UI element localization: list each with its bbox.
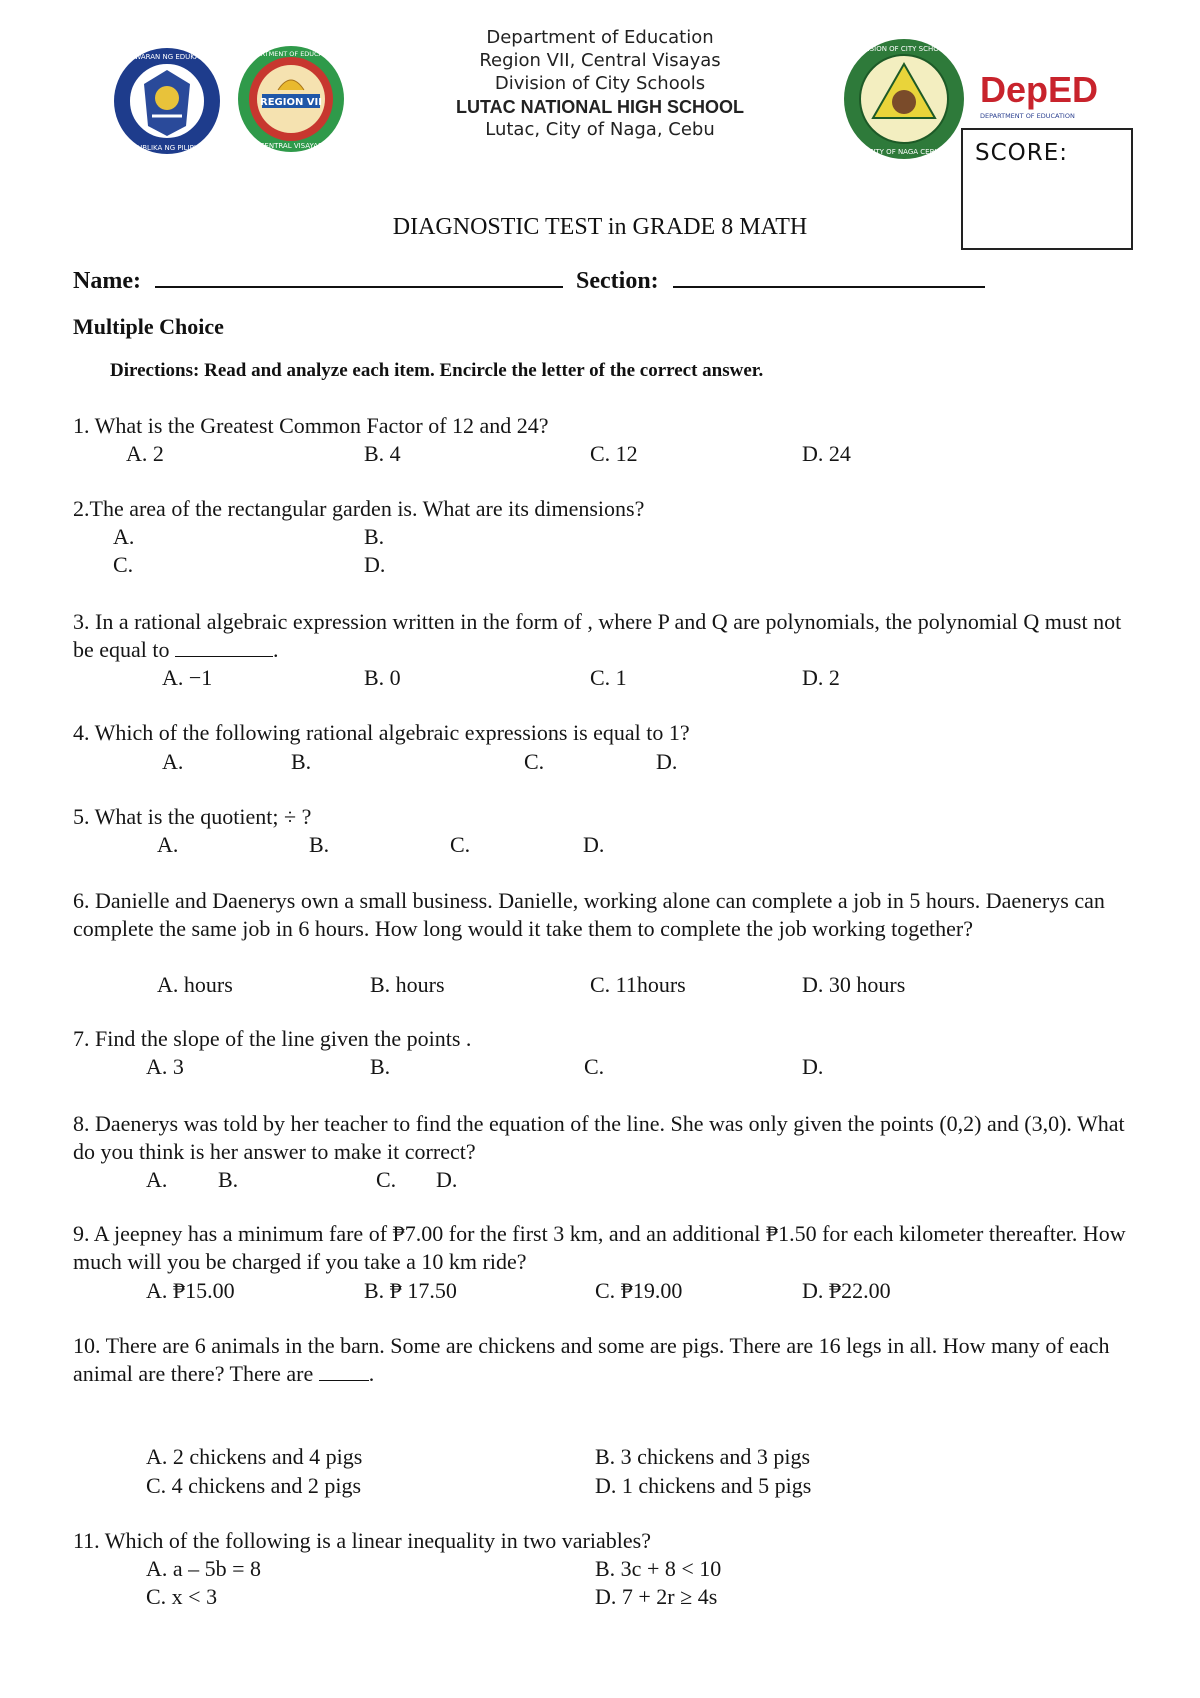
region-seal-top-text: DEPARTMENT OF EDUCATION (243, 50, 339, 58)
q2-option-b[interactable]: B. (364, 524, 385, 549)
q2-option-c[interactable]: C. (113, 552, 134, 577)
q6-option-a[interactable]: A. hours (157, 972, 233, 997)
q11-option-a[interactable]: A. a – 5b = 8 (146, 1556, 262, 1581)
q11-option-d[interactable]: D. 7 + 2r ≥ 4s (595, 1584, 718, 1609)
q1-option-a[interactable]: A. 2 (126, 441, 164, 466)
q4-option-d[interactable]: D. (656, 749, 678, 774)
question-6: 6. Danielle and Daenerys own a small business. Danielle, working alone can complete a job in 5 hours. Daenerys can complete the same job in 6 hours. How long would it take them to complete the job working together? (73, 888, 1105, 941)
q9-option-a[interactable]: A. ₱15.00 (146, 1278, 235, 1303)
q11-option-c[interactable]: C. x < 3 (146, 1584, 218, 1609)
region-seal-mid-text: REGION VII (260, 97, 322, 108)
name-label: Name: (73, 268, 141, 294)
question-3-end: . (273, 637, 279, 662)
deped-seal-top-text: KAGAWARAN NG EDUKASYON (115, 53, 219, 61)
directions: Directions: Read and analyze each item. Encircle the letter of the correct answer. (110, 360, 764, 381)
division-seal-top-text: DIVISION OF CITY SCHOOLS (855, 45, 953, 53)
q10-option-a[interactable]: A. 2 chickens and 4 pigs (146, 1444, 363, 1469)
question-10 (73, 1332, 1133, 1388)
q9-option-c[interactable]: C. ₱19.00 (595, 1278, 683, 1303)
q6-option-c[interactable]: C. 11hours (590, 972, 686, 997)
question-4: 4. Which of the following rational algebraic expressions is equal to 1? (73, 720, 690, 745)
question-1: 1. What is the Greatest Common Factor of 12 and 24? (73, 413, 549, 438)
q3-option-b[interactable]: B. 0 (364, 665, 401, 690)
q1-option-b[interactable]: B. 4 (364, 441, 401, 466)
q4-option-b[interactable]: B. (291, 749, 312, 774)
section-blank-line (673, 262, 985, 288)
section-label: Section: (576, 268, 659, 294)
question-10-text: 10. There are 6 animals in the barn. Some are chickens and some are pigs. There are 16 legs in all. How many of each animal are there? There are (73, 1333, 1110, 1386)
q3-option-c[interactable]: C. 1 (590, 665, 627, 690)
q7-option-b[interactable]: B. (370, 1054, 391, 1079)
q9-option-b[interactable]: B. ₱ 17.50 (364, 1278, 457, 1303)
q1-option-d[interactable]: D. 24 (802, 441, 851, 466)
page-title: DIAGNOSTIC TEST in GRADE 8 MATH (392, 214, 808, 240)
q3-answer-blank (175, 638, 273, 657)
q7-option-c[interactable]: C. (584, 1054, 605, 1079)
region-seal-bottom-text: CENTRAL VISAYAS (259, 142, 323, 150)
q8-option-d[interactable]: D. (436, 1167, 458, 1192)
question-3 (73, 608, 1133, 664)
q10-answer-blank (319, 1362, 369, 1381)
q8-option-a[interactable]: A. (146, 1167, 168, 1192)
deped-wordmark-text: DepED (980, 69, 1098, 110)
q5-option-a[interactable]: A. (157, 832, 179, 857)
question-10-end: . (368, 1361, 375, 1386)
question-9: 9. A jeepney has a minimum fare of ₱7.00 for the first 3 km, and an additional ₱1.50 for each kilometer thereafter. How much will you be charged if you take a 10 km ride? (73, 1221, 1126, 1274)
q10-option-c[interactable]: C. 4 chickens and 2 pigs (146, 1473, 362, 1498)
score-label: SCORE: (975, 140, 1069, 166)
q5-option-b[interactable]: B. (309, 832, 330, 857)
q7-option-d[interactable]: D. (802, 1054, 824, 1079)
q6-option-b[interactable]: B. hours (370, 972, 445, 997)
deped-seal-bottom-text: REPUBLIKA NG PILIPINAS (123, 144, 211, 152)
question-11: 11. Which of the following is a linear inequality in two variables? (73, 1528, 651, 1553)
header-school-name: LUTAC NATIONAL HIGH SCHOOL (456, 97, 744, 117)
q1-option-c[interactable]: C. 12 (590, 441, 638, 466)
header-address: Lutac, City of Naga, Cebu (485, 119, 715, 140)
question-2: 2.The area of the rectangular garden is. What are its dimensions? (73, 496, 645, 521)
header-region: Region VII, Central Visayas (479, 50, 721, 71)
part-title: Multiple Choice (73, 314, 224, 339)
section-field[interactable] (576, 262, 985, 295)
q4-option-a[interactable]: A. (162, 749, 184, 774)
q7-option-a[interactable]: A. 3 (146, 1054, 184, 1079)
q10-option-b[interactable]: B. 3 chickens and 3 pigs (595, 1444, 811, 1469)
q4-option-c[interactable]: C. (524, 749, 545, 774)
header-department: Department of Education (486, 27, 714, 48)
q8-option-b[interactable]: B. (218, 1167, 239, 1192)
q9-option-d[interactable]: D. ₱22.00 (802, 1278, 891, 1303)
deped-tagline-text: DEPARTMENT OF EDUCATION (980, 112, 1075, 120)
q2-option-d[interactable]: D. (364, 552, 386, 577)
q5-option-c[interactable]: C. (450, 832, 471, 857)
q6-option-d[interactable]: D. 30 hours (802, 972, 906, 997)
q3-option-a[interactable]: A. −1 (162, 665, 213, 690)
q10-option-d[interactable]: D. 1 chickens and 5 pigs (595, 1473, 812, 1498)
question-3-text: 3. In a rational algebraic expression written in the form of , where P and Q are polynomials, the polynomial Q must not be equal to (73, 609, 1122, 662)
q11-option-b[interactable]: B. 3c + 8 < 10 (595, 1556, 722, 1581)
division-seal-bottom-text: CITY OF NAGA CEBU (868, 148, 940, 156)
question-7: 7. Find the slope of the line given the points . (73, 1026, 472, 1051)
header-division: Division of City Schools (494, 73, 706, 94)
q5-option-d[interactable]: D. (583, 832, 605, 857)
name-blank-line (155, 262, 563, 288)
question-5: 5. What is the quotient; ÷ ? (73, 804, 312, 829)
question-8: 8. Daenerys was told by her teacher to find the equation of the line. She was only given the points (0,2) and (3,0). What do you think is her answer to make it correct? (73, 1111, 1125, 1164)
q8-option-c[interactable]: C. (376, 1167, 397, 1192)
q2-option-a[interactable]: A. (113, 524, 135, 549)
name-field[interactable] (73, 262, 563, 295)
q3-option-d[interactable]: D. 2 (802, 665, 840, 690)
